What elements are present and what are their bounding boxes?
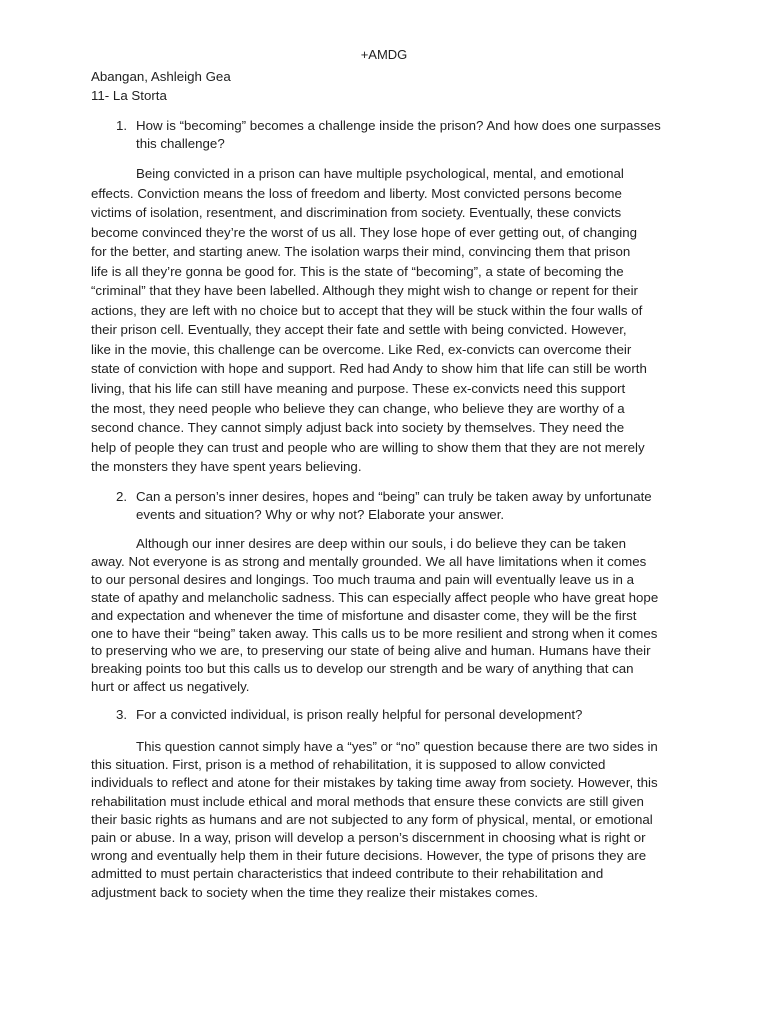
question-text: Can a person’s inner desires, hopes and “being” can truly be taken away by unfortunate events and situation? Why or why not? Elaborate your answer. — [136, 489, 652, 522]
question-number: 1. — [116, 118, 128, 133]
answer-3: This question cannot simply have a “yes” or “no” question because there are two sides in this situation. First, prison is a method of rehabilitation, it is supposed to allow convicted individuals to reflect and atone for their mistakes by taking time away from society. However, this rehabilitation must include ethical and moral methods that ensure these convicts are still given their basic rights as humans and are not subjected to any form of physical, mental, or emotional pain or abuse. In a way, prison will develop a person’s discernment in choosing what is right or wrong and eventually help them in their future decisions. However, the type of prisons they are admitted to must pertain characteristics that indeed contribute to their rehabilitation and adjustment back to society when the time they realize their mistakes comes. — [91, 739, 658, 900]
question-text: How is “becoming” becomes a challenge inside the prison? And how does one surpasses this challenge? — [136, 118, 661, 151]
author-name: Abangan, Ashleigh Gea — [91, 69, 231, 84]
question-text: For a convicted individual, is prison really helpful for personal development? — [136, 707, 583, 722]
question-3 — [116, 706, 676, 724]
answer-1: Being convicted in a prison can have multiple psychological, mental, and emotional effects. Conviction means the loss of freedom and liberty. Most convicted persons become victims of isolation, resentment, and discrimination from society. Eventually, these convicts become convinced they’re the worst of us all. They lose hope of ever getting out, of changing for the better, and starting anew. The isolation warps their mind, convincing them that prison life is all they’re gonna be good for. This is the state of “becoming”, a state of becoming the “criminal” that they have been labelled. Although they might wish to change or repent for their actions, they are left with no choice but to accept that they will be stuck within the four walls of their prison cell. Eventually, they accept their fate and settle with being convicted. However, like in the movie, this challenge can be overcome. Like Red, ex-convicts can overcome their state of conviction with hope and support. Red had Andy to show him that life can still be worth living, that his life can still have meaning and purpose. These ex-convicts need this support the most, they need people who believe they can change, who believe they are worthy of a second chance. They cannot simply adjust back into society by themselves. They need the help of people they can trust and people who are willing to show them that they are not merely the monsters they have spent years believing. — [91, 166, 647, 475]
answer-2: Although our inner desires are deep within our souls, i do believe they can be taken away. Not everyone is as strong and mentally grounded. We all have limitations when it comes to our personal desires and longings. Too much trauma and pain will eventually leave us in a state of apathy and melancholic sadness. This can especially affect people who have great hope and expectation and whenever the time of misfortune and disaster come, they will be the first one to have their “being” taken away. This calls us to be more resilient and strong when it comes to preserving who we are, to preserving our state of being alive and human. Humans have their breaking points too but this calls us to develop our strength and be wary of anything that can hurt or affect us negatively. — [91, 536, 659, 695]
question-1 — [116, 117, 676, 153]
question-number: 3. — [116, 707, 128, 722]
document-header: +AMDG — [360, 47, 408, 62]
author-block — [91, 67, 231, 105]
question-2 — [116, 488, 676, 524]
section-name: 11- La Storta — [91, 88, 167, 103]
question-number: 2. — [116, 489, 128, 504]
